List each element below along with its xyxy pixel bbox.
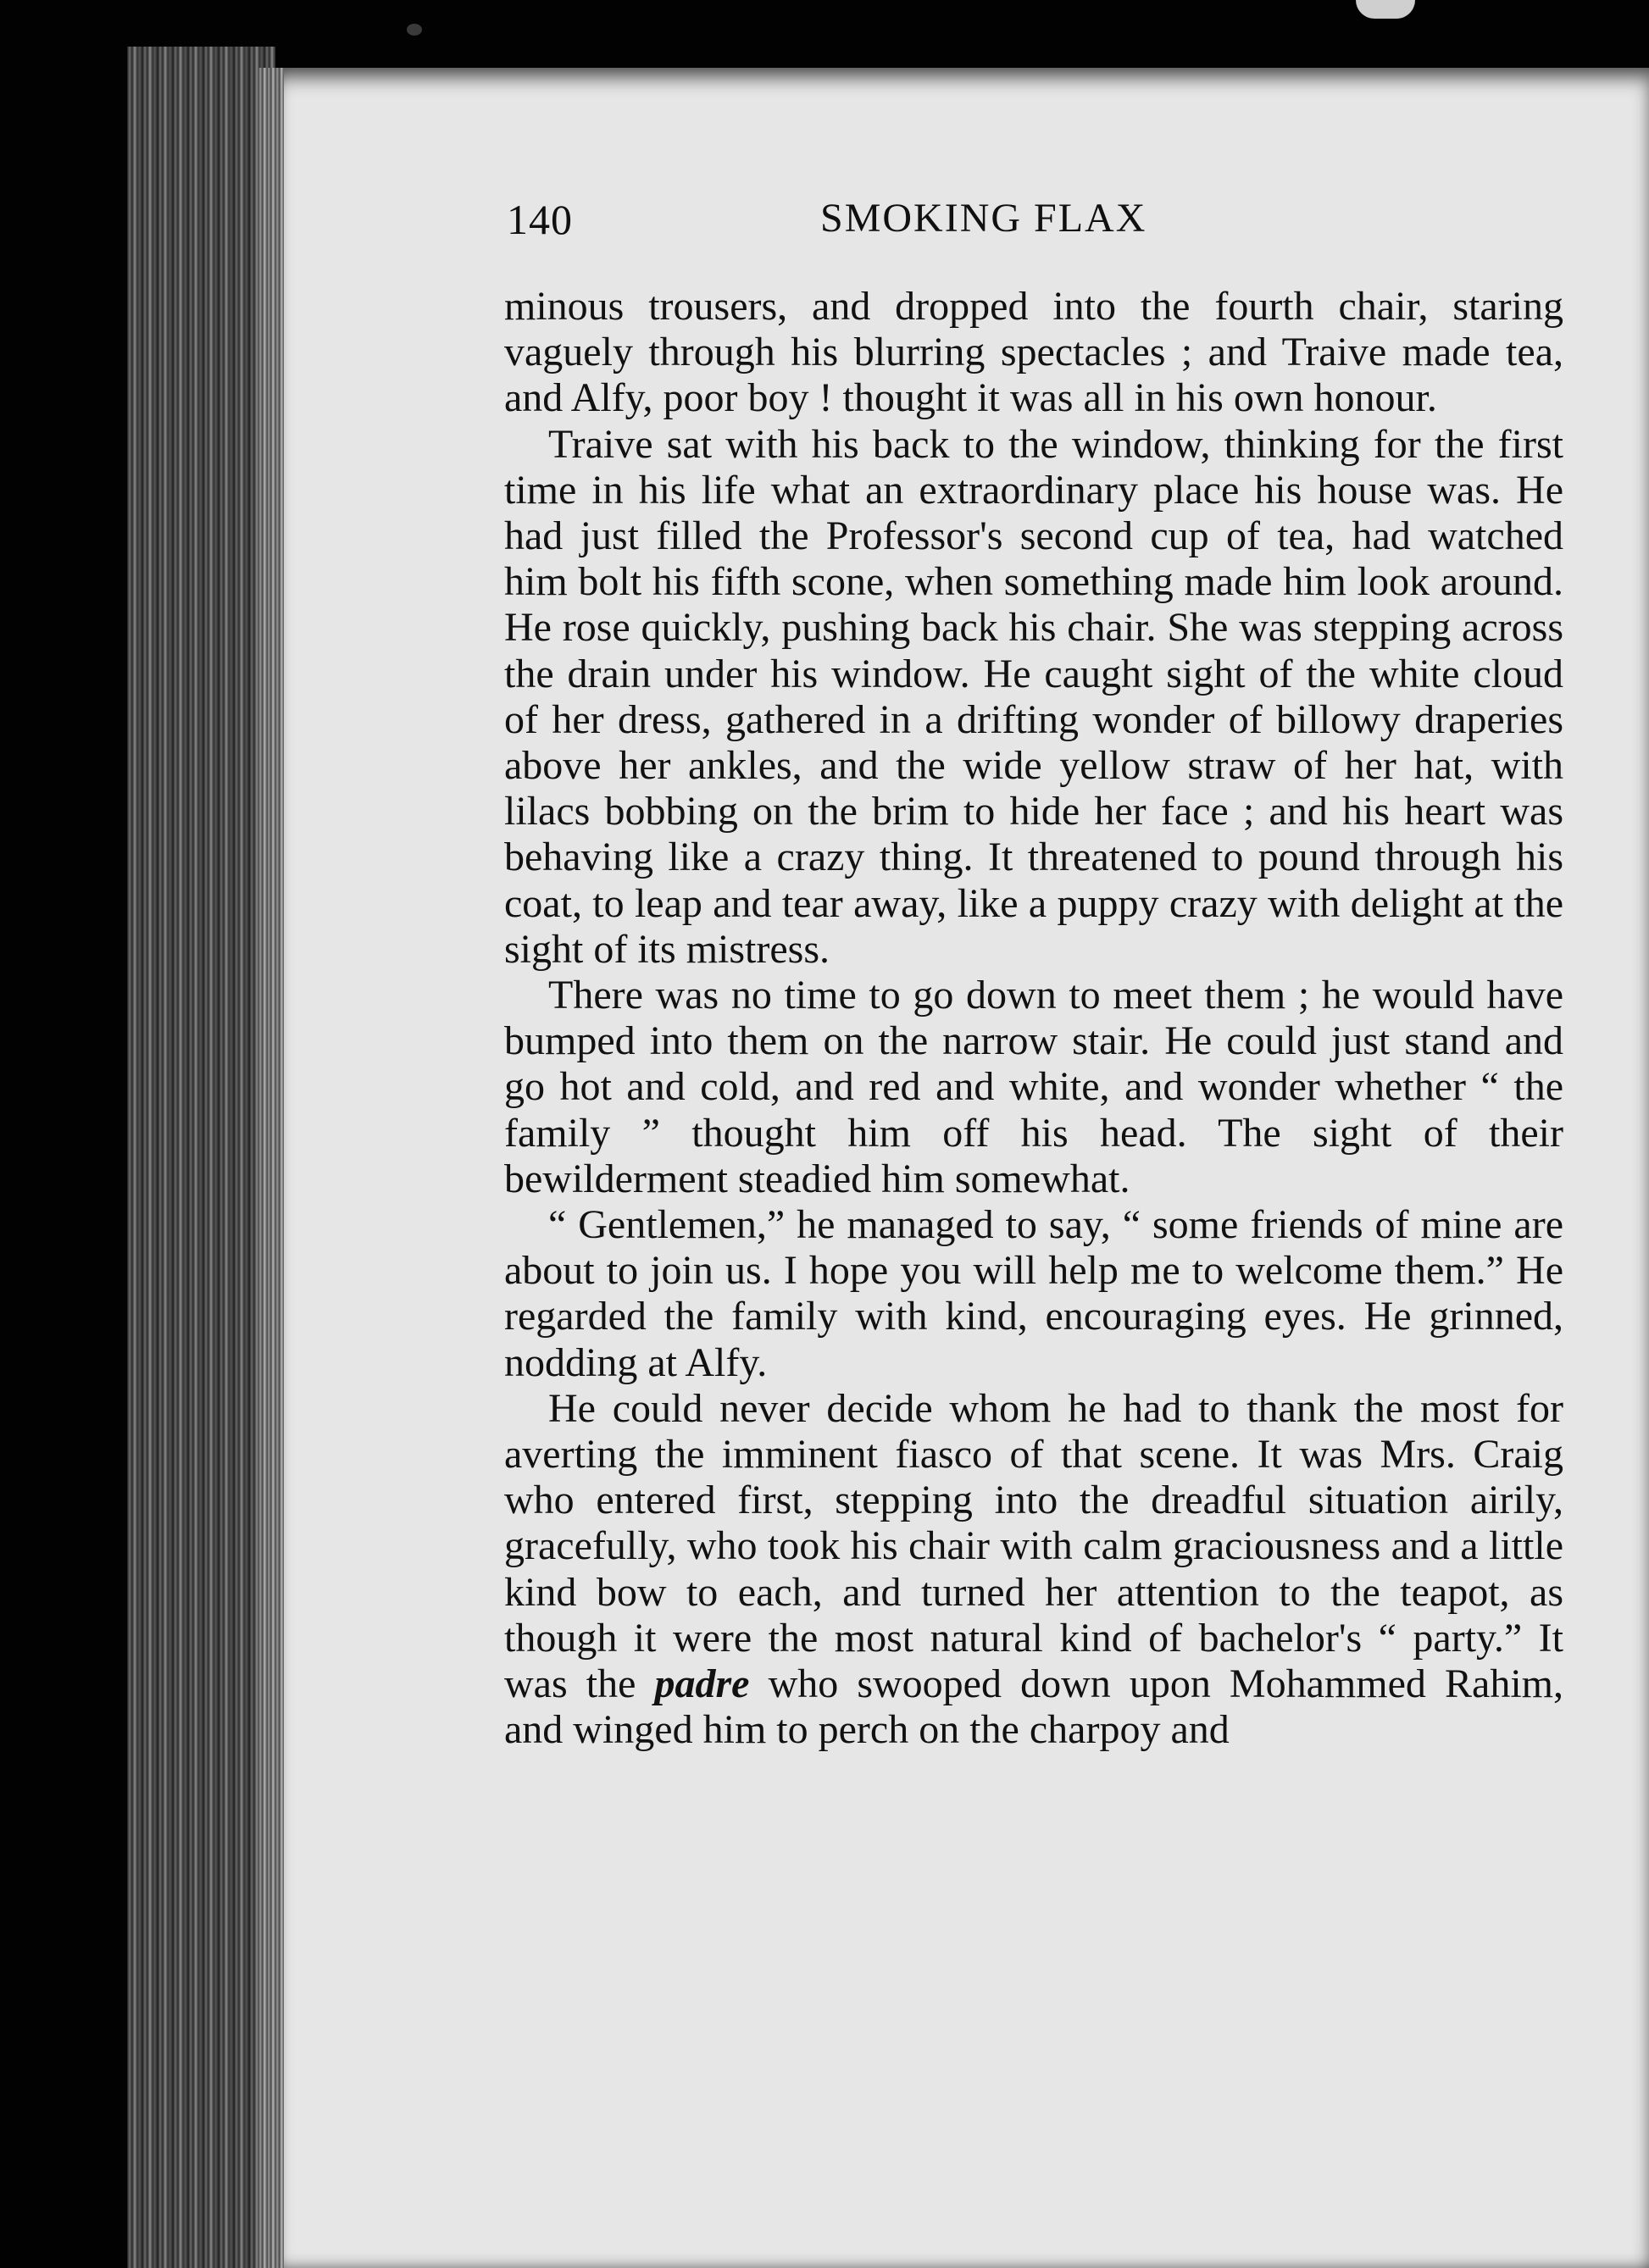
paragraph-4: “ Gentlemen,” he managed to say, “ some friends of mine are about to join us. I hope you will help me to welcome them.” He regarded the family with kind, encouraging eyes. He grinned, nodding at Alfy.	[504, 1202, 1563, 1385]
italic-word-padre: padre	[654, 1661, 750, 1707]
scan-speck	[407, 24, 422, 36]
book-page	[267, 68, 1649, 2268]
paragraph-1: minous trousers, and dropped into the fourth chair, staring vaguely through his blurring spectacles ; and Traive made tea, and Alfy, poor boy ! thought it was all in his own honour.	[504, 284, 1563, 421]
paragraph-5-text-before: He could never decide whom he had to thank the most for averting the imminent fiasco of that scene. It was Mrs. Craig who entered first, stepping into the dreadful situation airily, gracefully, who took his chair with calm graciousness and a little kind bow to each, and turned her attention to the teapot, as though it were the most natural kind of bachelor's “ party.” It was the	[504, 1385, 1563, 1707]
book-page-edges	[127, 47, 275, 2268]
body-text	[504, 284, 1563, 1754]
paragraph-3: There was no time to go down to meet them ; he would have bumped into them on the narrow stair. He could just stand and go hot and cold, and red and white, and wonder whether “ the family ” thought him off his head. The sight of their bewilderment steadied him somewhat.	[504, 973, 1563, 1201]
paragraph-2: Traive sat with his back to the window, thinking for the first time in his life what an extraordinary place his house was. He had just filled the Professor's second cup of tea, had watched him bolt his fifth scone, when something made him look around. He rose quickly, pushing back his chair. She was stepping across the drain under his window. He caught sight of the white cloud of her dress, gathered in a drifting wonder of billowy draperies above her ankles, and the wide yellow straw of her hat, with lilacs bobbing on the brim to hide her face ; and his heart was behaving like a crazy thing. It threatened to pound through his coat, to leap and tear away, like a puppy crazy with delight at the sight of its mistress.	[504, 421, 1563, 972]
scan-artifact	[1356, 0, 1415, 19]
paragraph-5-text-after: who swooped down upon Mohammed Rahim, and winged him to perch on the charpoy and	[504, 1661, 1563, 1753]
page-gutter-shadow	[258, 68, 284, 2268]
page-number: 140	[507, 196, 573, 243]
running-title: SMOKING FLAX	[820, 196, 1147, 241]
page-header	[507, 195, 1481, 263]
paragraph-5	[504, 1386, 1563, 1754]
